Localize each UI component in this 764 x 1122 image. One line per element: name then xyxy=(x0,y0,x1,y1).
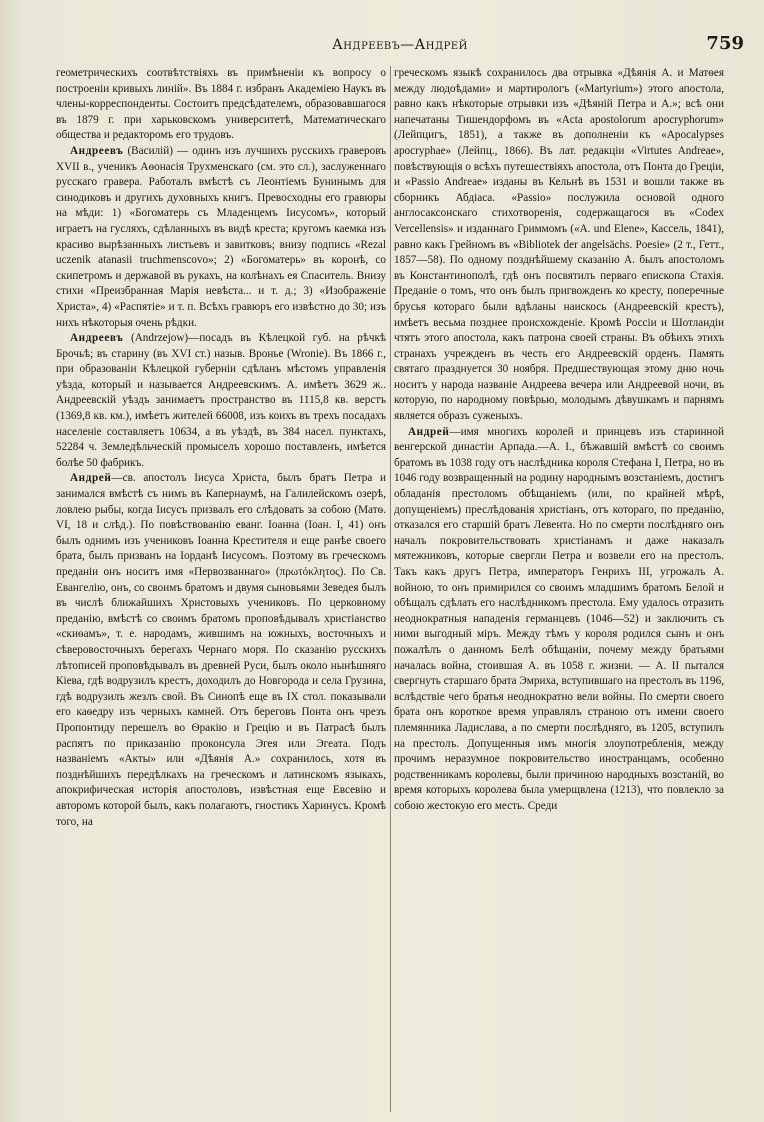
running-title: Андреевъ—Андрей xyxy=(332,37,468,53)
paragraph xyxy=(394,425,724,815)
paragraph xyxy=(394,66,724,425)
paragraph-text: (Andrzejow)—посадъ въ Кѣлецкой губ. на рѣчкѣ Брочьѣ; въ старину (въ XVI ст.) назыв. Вроньe (Wronie). Въ 1866 г., при образованіи Кѣлецкой губерніи сдѣланъ мѣстомъ управленія уѣзда, который и называется Андреевскимъ. А. имѣетъ 3629 ж.. Андреевскій уѣздъ занимаетъ пространство въ 1115,8 кв. верстъ (1369,8 кв. км.), имѣетъ жителей 66008, изъ коихъ въ трехъ посадахъ населеніе составляетъ 10634, а въ уѣздѣ, въ 384 насел. пунктахъ, 52284 ч. Земледѣльческій промыселъ хорошо поставленъ, имѣется болѣе 50 фабрикъ. xyxy=(56,332,386,469)
paragraph xyxy=(56,331,386,471)
page-number: 759 xyxy=(706,33,744,54)
headword: Андреевъ xyxy=(70,144,124,157)
paragraph-text: геометрическихъ соотвѣтствіяхъ въ примѣненіи къ вопросу о построеніи кривыхъ линій». Въ 1884 г. избранъ Академіею Наукъ въ члены-корреспонденты. Состоитъ предсѣдателемъ, образовавшагося въ 1879 г. при харьковскомъ университетѣ, Математическаго общества и редакторомъ его трудовъ. xyxy=(56,67,386,142)
headword: Андрей xyxy=(70,472,112,485)
paragraph-text: —св. апостолъ Іисуса Христа, былъ братъ Петра и занимался вмѣстѣ съ нимъ въ Капернаумѣ, на Галилейскомъ озерѣ, ловлею рыбы, когда Іисусъ призвалъ его слѣдовать за собою (Матѳ. VI, 18 и слѣд.). По повѣствованію еванг. Іоанна (Іоан. I, 41) онъ былъ однимъ изъ учениковъ Іоанна Крестителя и еще ранѣе своего брата, былъ призванъ на Іорданѣ Іисусомъ. Поэтому въ греческомъ преданіи онъ носитъ имя «Первозваннаго» (πρωτόκλητος). По Св. Евангелію, онъ, со своимъ братомъ и двумя сыновьями Зеведея былъ въ числѣ ближайшихъ Христовыхъ учениковъ. По церковному преданію, вмѣстѣ со своимъ братомъ проповѣдывалъ христіанство «скиѳамъ», т. е. народамъ, жившимъ на южныхъ, восточныхъ и сѣверовосточныхъ берегахъ Чернаго моря. По сказанію русскихъ лѣтописей проповѣдывалъ въ древней Руси, былъ около нынѣшняго Кіева, гдѣ водрузилъ крестъ, доходилъ до Новгорода и села Грузина, гдѣ водрузилъ жезлъ свой. Въ Синопѣ еще въ IX стол. показывали его каѳедру изъ черныхъ камней. Отъ береговъ Понта онъ чрезъ Пропонтиду перешелъ во Ѳракію и Грецію и въ Патрасѣ былъ распятъ по приказанію проконсула Эгея или Эгеата. Подъ названіемъ «Акты» или «Дѣянія А.» сохранилось, хотя въ позднѣйшихъ передѣлкахъ на греческомъ и латинскомъ языкахъ, апокрифическая исторія апостоловъ, извѣстная еще Евсевію и авторомъ которой былъ, какъ полагаютъ, гностикъ Харинусъ. Кромѣ того, на xyxy=(56,472,386,828)
running-header xyxy=(50,33,750,59)
paragraph-text: —имя многихъ королей и принцевъ изъ старинной венгерской династіи Арпада.—А. I., бѣжавшій вмѣстѣ со своимъ братомъ въ 1038 году отъ наслѣдника короля Стефана I, Петра, но въ 1046 году возвращенный на родину народнымъ возстаніемъ, достигъ обладанія престоломъ обѣщаніемъ (или, по крайней мѣрѣ, допущеніемъ) преслѣдованія христіанъ, отъ котораго, по преданію, отказался его старшій братъ Левента. Но по смерти послѣдняго онъ началъ покровительствовать христіанамъ и даже наказалъ мятежниковъ, которые свергли Петра и возвели его на престолъ. Такъ какъ другъ Петра, императоръ Генрихъ III, угрожалъ А. войною, то онъ примирился со своимъ младшимъ братомъ Белой и обѣщалъ сдѣлать его наслѣдникомъ престола. Ему удалось отразить неоднократныя нападенія германцевъ (1046—52) и заключить съ ними выгодный міръ. Между тѣмъ у короля родился сынъ и онъ пожалѣлъ о данномъ Белѣ обѣщаніи, почему между братьями началась война, стоившая А. въ 1058 г. жизни. — А. II пытался свергнуть старшаго брата Эмриха, вступившаго на престолъ въ 1196, вслѣдствіе чего братья неоднократно вели войны. По смерти своего брата онъ короткое время управлялъ страною отъ имени своего племянника Ладислава, а по смерти послѣдняго, въ 1205, вступилъ на престолъ. Допущенныя имъ многія злоупотребленія, между прочимъ неразумное покровительство иностранцамъ, особенно родственникамъ королевы, были причиною народныхъ возстаній, во время которыхъ королева была умерщвлена (1213), что повлекло за собою жестокую его месть. Среди xyxy=(394,425,724,812)
headword: Андрей xyxy=(408,425,450,438)
paragraph-text: греческомъ языкѣ сохранилось два отрывка «Дѣянія А. и Матѳея между людоѣдами» и мартирологъ («Martyrium») этого апостола, равно какъ нѣкоторые отрывки изъ «Дѣяній Петра и А.»; всѣ они напечатаны Тишендорфомъ въ «Acta apostolorum apocryphorum» (Лейпцигъ, 1851), а также въ дополненіи къ «Apocalypses apocryphae» (Лейпц., 1866). Въ лат. редакціи «Virtutes Andreae», повѣствующія о всѣхъ путешествіяхъ апостола, отъ Понта до Греціи, и «Passio Andreae» изданы въ Кельнѣ въ 1531 и вошли также въ сборникъ Абдіаса. «Passio» послужила основой одного англосаксонскаго стихотворенія, содержащагося въ «Codex Vercellensis» и изданнаго Гриммомъ («A. und Elene», Кассель, 1841), равно какъ Грейномъ въ «Bibliotek der angelsächs. Poesie» (2 т., Гетт., 1857—58). По одному позднѣйшему сказанію А. былъ апостоломъ въ Константинополѣ, гдѣ онъ посвятилъ перваго епископа Стахія. Преданіе о томъ, что онъ былъ пригвожденъ ко кресту, поперечные брусья котораго были вдѣланы наискось (Андреевскій крестъ), имѣетъ весьма позднее происхожденіе. Кромѣ Россіи и Шотландіи чтятъ этого апостола, какъ патрона своей страны. Въ обѣихъ этихъ странахъ учрежденъ въ честь его Андреевскій орденъ. Память святаго празднуется 30 ноября. Предшествующая этому дню ночь носитъ у народа названіе Андреева вечера или Андреевой ночи, въ которую, по народному повѣрью, молодымъ дѣвушкамъ и парнямъ является образъ суженыхъ. xyxy=(394,67,724,423)
paragraph xyxy=(56,66,386,144)
column-divider xyxy=(390,66,391,1112)
paragraph xyxy=(56,471,386,830)
text-columns xyxy=(56,66,748,1112)
paragraph xyxy=(56,144,386,331)
paragraph-text: (Василій) — одинъ изъ лучшихъ русскихъ граверовъ XVII в., ученикъ Аѳонасія Трухменскаго (см. это сл.), заслуженнаго русскаго гравера. Работалъ вмѣстѣ съ Леонтіемъ Бунинымъ для синодиковъ и другихъ духовныхъ книгъ. Превосходны его гравюры на мѣди: 1) «Богоматерь съ Младенцемъ Іисусомъ», который играетъ на гусляхъ, сдѣланныхъ въ видѣ креста; кругомъ каемка изъ красиво вырѣзанныхъ листьевъ и завитковъ; внизу подпись «Rezal uczenik atanasii truchmenscovo»; 2) «Богоматерь» въ коронѣ, со скипетромъ и державой въ рукахъ, на колѣнахъ ея Спаситель. Внизу стихи «Преизбранная Марія невѣста... и т. д.; 3) «Изображеніе Христа», 4) «Распятіе» и т. п. Всѣхъ гравюръ его извѣстно до 30; изъ нихъ нѣкоторыя очень рѣдки. xyxy=(56,144,386,329)
headword: Андреевъ xyxy=(70,332,124,345)
left-column xyxy=(56,66,386,1106)
right-column xyxy=(394,66,724,1106)
